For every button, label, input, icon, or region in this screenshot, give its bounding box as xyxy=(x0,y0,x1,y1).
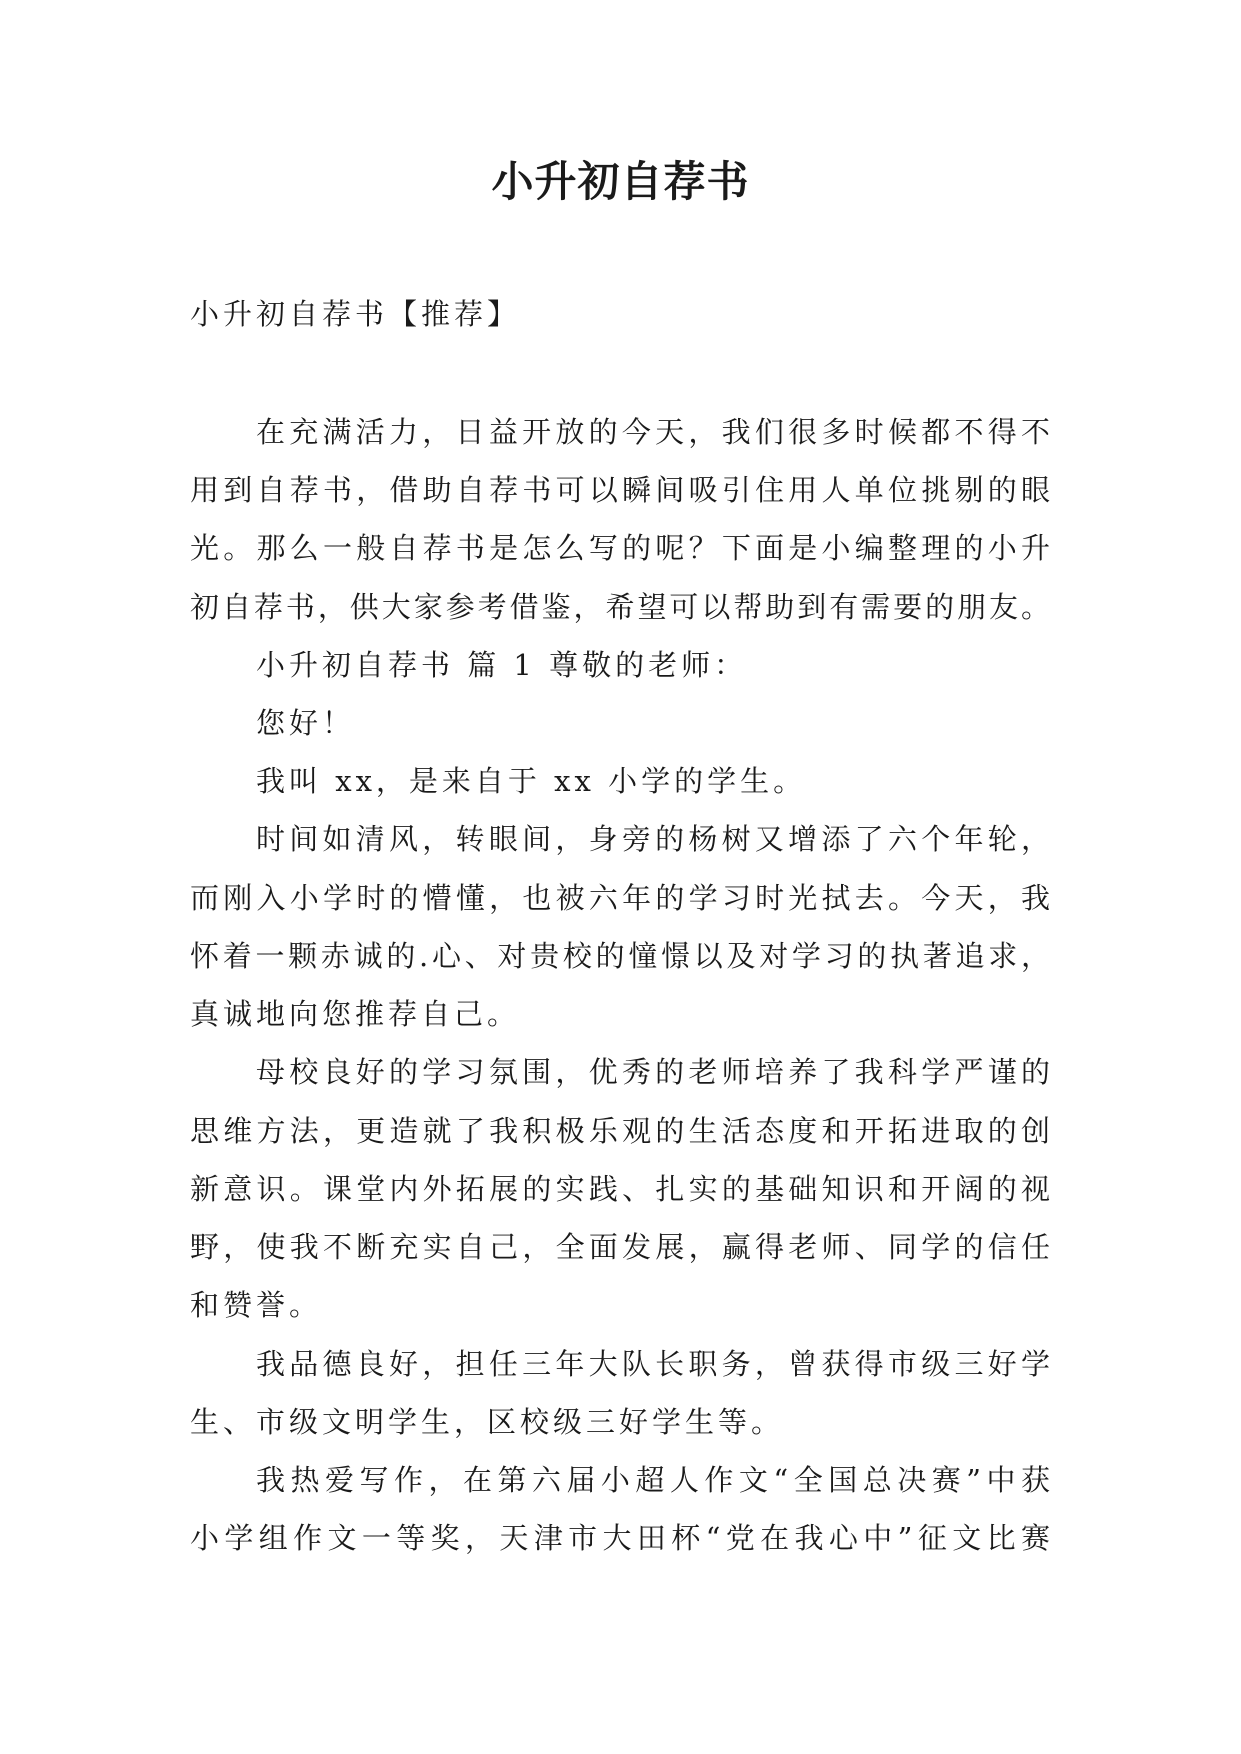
body-line: 思维方法，更造就了我积极乐观的生活态度和开拓进取的创 xyxy=(190,1114,1050,1148)
body-line: 新意识。课堂内外拓展的实践、扎实的基础知识和开阔的视 xyxy=(190,1172,1050,1206)
body-line: 我热爱写作，在第六届小超人作文“全国总决赛”中获 xyxy=(256,1463,1050,1497)
document-title: 小升初自荐书 xyxy=(491,157,750,206)
body-line: 而刚入小学时的懵懂，也被六年的学习时光拭去。今天，我 xyxy=(190,881,1050,915)
body-line: 真诚地向您推荐自己。 xyxy=(190,997,521,1031)
body-line: 小升初自荐书 篇 1 尊敬的老师： xyxy=(256,648,748,682)
document-subtitle: 小升初自荐书【推荐】 xyxy=(190,297,521,331)
body-line: 母校良好的学习氛围，优秀的老师培养了我科学严谨的 xyxy=(256,1055,1050,1089)
body-line: 和赞誉。 xyxy=(190,1288,323,1322)
body-line: 光。那么一般自荐书是怎么写的呢？下面是小编整理的小升 xyxy=(190,531,1050,565)
body-line: 我品德良好，担任三年大队长职务，曾获得市级三好学 xyxy=(256,1347,1050,1381)
body-line: 用到自荐书，借助自荐书可以瞬间吸引住用人单位挑剔的眼 xyxy=(190,473,1050,507)
body-line: 您好！ xyxy=(256,706,356,740)
body-line: 野，使我不断充实自己，全面发展，赢得老师、同学的信任 xyxy=(190,1230,1050,1264)
body-line: 怀着一颗赤诚的.心、对贵校的憧憬以及对学习的执著追求， xyxy=(190,939,1050,973)
body-line: 小学组作文一等奖，天津市大田杯“党在我心中”征文比赛 xyxy=(190,1521,1050,1555)
body-line: 时间如清风，转眼间，身旁的杨树又增添了六个年轮， xyxy=(256,822,1050,856)
body-line: 在充满活力，日益开放的今天，我们很多时候都不得不 xyxy=(256,415,1050,449)
body-line: 生、市级文明学生，区校级三好学生等。 xyxy=(190,1405,785,1439)
body-line: 初自荐书，供大家参考借鉴，希望可以帮助到有需要的朋友。 xyxy=(190,590,1050,624)
body-line: 我叫 xx，是来自于 xx 小学的学生。 xyxy=(256,764,807,798)
